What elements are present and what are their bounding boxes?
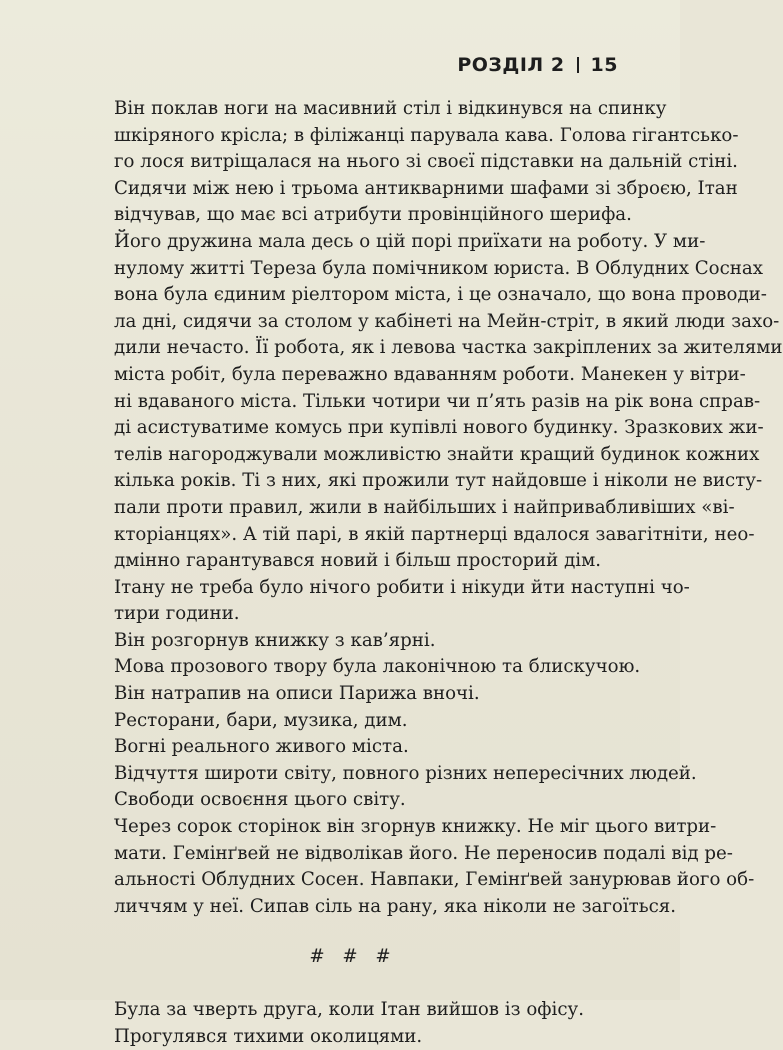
text-line: Свободи освоєння цього світу.	[114, 789, 406, 811]
main-text	[90, 96, 783, 1050]
text-line: вона була єдиним ріелтором міста, і це означало, що вона проводи-	[114, 284, 767, 306]
paragraph	[90, 814, 755, 920]
text-line: Він натрапив на описи Парижа вночі.	[114, 683, 480, 705]
text-before-break	[90, 96, 783, 920]
running-header	[457, 54, 618, 76]
text-line: мати. Гемінґвей не відволікав його. Не переносив подалі від ре-	[114, 842, 733, 864]
text-line: дили нечасто. Її робота, як і левова частка закріплених за жителями	[114, 337, 783, 359]
paragraph	[90, 1024, 616, 1050]
text-line: пали проти правил, жили в найбільших і найпривабливіших «ві-	[114, 496, 735, 518]
text-line: альності Облудних Сосен. Навпаки, Гемінґвей занурював його об-	[114, 869, 755, 891]
text-line: Прогулявся тихими околицями.	[114, 1025, 423, 1047]
text-line: дмінно гарантувався новий і більш просторий дім.	[114, 550, 602, 572]
text-line: Була за чверть друга, коли Ітан вийшов із офісу.	[114, 999, 584, 1020]
text-line: Він розгорнув книжку з кав’ярні.	[114, 629, 436, 651]
text-line: телів нагороджували можливістю знайти кращий будинок кожних	[114, 443, 760, 465]
text-line: Мова прозового твору була лаконічною та блискучою.	[114, 656, 641, 678]
text-line: личчям у неї. Сипав сіль на рану, яка ніколи не загоїться.	[114, 895, 677, 917]
text-line: Вогні реального живого міста.	[114, 736, 409, 758]
paragraph	[90, 654, 641, 681]
text-line: тири години.	[114, 603, 240, 625]
paragraph	[90, 787, 616, 814]
text-line: го лося витріщалася на нього зі своєї підставки на дальній стіні.	[114, 151, 738, 173]
text-line: Сидячи між нею і трьома антикварними шафами зі зброєю, Ітан	[114, 177, 738, 199]
text-line: Відчуття широти світу, повного різних непересічних людей.	[114, 762, 697, 784]
paragraph	[90, 997, 616, 1024]
text-line: ні вдаваного міста. Тільки чотири чи п’ять разів на рік вона справ-	[114, 390, 761, 412]
paragraph	[90, 229, 783, 575]
text-line: Через сорок сторінок він згорнув книжку. Не міг цього витри-	[114, 816, 717, 838]
paragraph	[90, 708, 616, 735]
paragraph	[90, 628, 616, 655]
paragraph	[90, 575, 690, 628]
paragraph	[90, 761, 697, 788]
page-number: 15	[590, 54, 618, 76]
section-break: # # #	[309, 946, 397, 968]
text-line: кторіанцях». А тій парі, в якій партнерці вдалося завагітніти, нео-	[114, 523, 755, 545]
paragraph	[90, 734, 616, 761]
text-line: кілька років. Ті з них, які прожили тут найдовше і ніколи не висту-	[114, 470, 763, 492]
text-after-break	[90, 997, 616, 1050]
text-line: Ітану не треба було нічого робити і нікуди йти наступні чо-	[114, 576, 690, 598]
text-line: нулому житті Тереза була помічником юриста. В Облудних Соснах	[114, 257, 764, 279]
paragraph	[90, 681, 616, 708]
text-line: ла дні, сидячи за столом у кабінеті на Мейн-стріт, в який люди захо-	[114, 310, 780, 332]
text-line: відчував, що має всі атрибути провінційного шерифа.	[114, 204, 632, 226]
text-line: Ресторани, бари, музика, дим.	[114, 709, 408, 731]
text-line: шкіряного крісла; в філіжанці парувала кава. Голова гігантсько-	[114, 124, 739, 146]
paragraph	[90, 96, 739, 229]
chapter-title: РОЗДІЛ 2	[457, 54, 565, 76]
text-line: Його дружина мала десь о цій порі приїхати на роботу. У ми-	[114, 230, 706, 252]
text-line: міста робіт, була переважно вдаванням роботи. Манекен у вітри-	[114, 363, 746, 385]
text-line: ді асистуватиме комусь при купівлі нового будинку. Зразкових жи-	[114, 417, 764, 439]
header-divider	[577, 57, 579, 73]
text-line: Він поклав ноги на масивний стіл і відкинувся на спинку	[114, 98, 667, 119]
